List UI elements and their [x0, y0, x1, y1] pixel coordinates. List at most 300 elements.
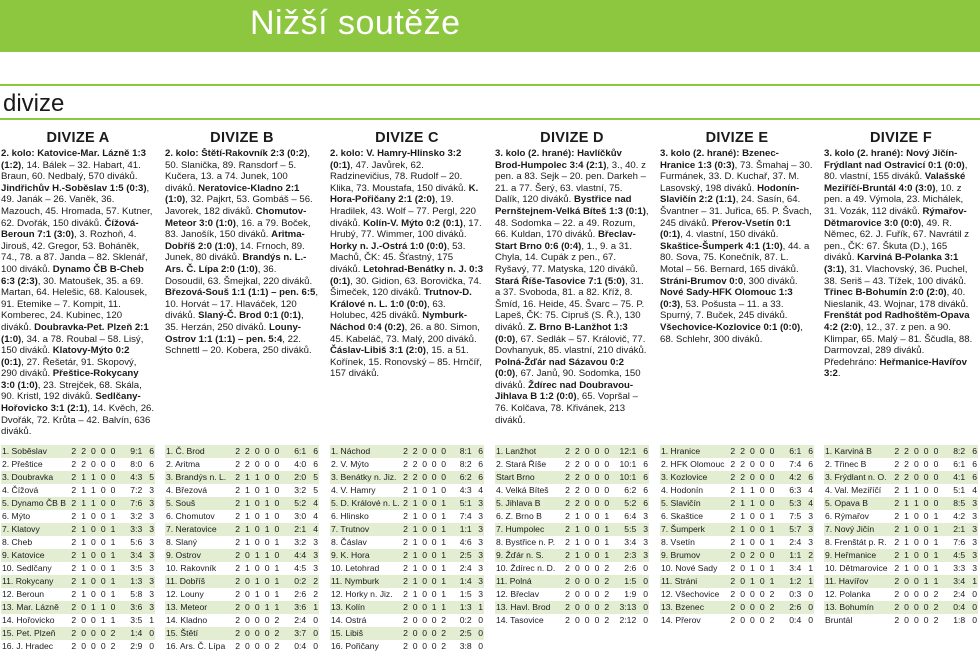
stat-cell: 0	[410, 601, 420, 614]
points: 4	[307, 523, 319, 536]
stat-cell: 0	[769, 485, 775, 495]
standings-table	[660, 445, 814, 627]
match-details: , 36. Dosoudil, 63. Šmejkal, 220 diváků.	[165, 263, 313, 287]
team-name: 1. Karviná B	[824, 445, 892, 458]
table-row	[824, 471, 978, 484]
stat-cell: 1	[767, 523, 777, 536]
match-result: Polná-Žďár nad Sázavou 0:2 (0:0)	[495, 356, 624, 380]
table-row	[660, 445, 814, 458]
table-row	[824, 484, 978, 497]
stat-cell: 0	[262, 575, 272, 588]
points: 0	[808, 589, 813, 599]
stat-cell: 2	[235, 537, 240, 547]
score: 4:2	[953, 511, 966, 521]
stat-cell: 0	[431, 589, 437, 599]
stat-cell: 0	[911, 575, 921, 588]
table-row	[660, 510, 814, 523]
score: 5:2	[612, 497, 638, 510]
stat-cell: 2	[572, 471, 582, 484]
table-row	[660, 601, 814, 614]
stat-cell: 0	[594, 459, 600, 469]
team-name: 2. Přeštice	[2, 459, 43, 469]
score: 3:8	[459, 641, 472, 651]
points: 2	[802, 549, 814, 562]
stat-cell: 2	[441, 641, 447, 651]
match-details: , 68. Schlehr, 300 diváků.	[660, 321, 803, 345]
match-result: Přerov-Vsetín 0:1 (0:1)	[660, 217, 791, 241]
stat-cell: 2	[931, 601, 941, 614]
stat-cell: 0	[921, 445, 931, 458]
team-name: 3. Brandýs n. L.	[165, 471, 233, 484]
table-row	[330, 588, 484, 601]
team-name: 9. K. Hora	[330, 549, 401, 562]
match-details: , 17. Hrubý, 77. Wimmer, 100 diváků.	[330, 217, 482, 241]
score: 9:1	[118, 445, 143, 458]
stat-cell: 1	[441, 511, 447, 521]
stat-cell: 0	[254, 485, 260, 495]
stat-cell: 1	[913, 485, 919, 495]
stat-cell: 0	[594, 615, 600, 625]
stat-cell: 2	[728, 471, 738, 484]
stat-cell: 2	[69, 601, 79, 614]
points: 1	[802, 575, 814, 588]
points: 3	[478, 511, 483, 521]
stat-cell: 0	[422, 589, 428, 599]
stat-cell: 2	[565, 615, 570, 625]
stat-cell: 0	[264, 563, 270, 573]
score: 2:0	[282, 471, 307, 484]
stat-cell: 2	[401, 627, 411, 640]
points: 3	[307, 549, 319, 562]
stat-cell: 0	[592, 549, 602, 562]
stat-cell: 2	[412, 459, 418, 469]
table-row	[330, 458, 484, 471]
stat-cell: 0	[89, 445, 99, 458]
score: 1:1	[448, 523, 472, 536]
points: 3	[473, 497, 484, 510]
stat-cell: 1	[81, 589, 86, 599]
stat-cell: 2	[730, 485, 736, 495]
stat-cell: 2	[728, 497, 738, 510]
stat-cell: 2	[572, 497, 582, 510]
stat-cell: 2	[730, 615, 736, 625]
points: 3	[149, 563, 154, 573]
stat-cell: 0	[262, 471, 272, 484]
stat-cell: 0	[750, 615, 755, 625]
points: 5	[307, 471, 319, 484]
team-name: 5. Souš	[165, 497, 233, 510]
score: 3:4	[941, 575, 966, 588]
stat-cell: 2	[233, 575, 243, 588]
points: 0	[643, 615, 648, 625]
table-row	[330, 471, 484, 484]
points: 3	[478, 563, 483, 573]
team-name: 16. J. Hradec	[2, 641, 54, 651]
score: 2:3	[612, 549, 638, 562]
team-name: 12. Polanka	[825, 589, 871, 599]
match-report	[1, 148, 155, 458]
score: 4:3	[118, 471, 143, 484]
stat-cell: 0	[89, 627, 99, 640]
stat-cell: 1	[572, 523, 582, 536]
stat-cell: 1	[738, 497, 748, 510]
team-name: 4. Březová	[166, 485, 208, 495]
stat-cell: 1	[89, 471, 99, 484]
stat-cell: 0	[274, 511, 280, 521]
team-name: 9. Heřmanice	[824, 549, 892, 562]
stat-cell: 0	[98, 445, 108, 458]
match-details: , 53. Pošusta – 11. a 33. Spurný, 7. Buček, 245 diváků.	[660, 298, 788, 322]
points: 0	[478, 615, 483, 625]
stat-cell: 2	[245, 459, 250, 469]
stat-cell: 0	[904, 589, 909, 599]
match-result: Stará Říše-Tasovice 7:1 (5:0)	[495, 275, 625, 287]
table-row	[330, 523, 484, 536]
team-name: 10. Dětmarovice	[825, 563, 888, 573]
stat-cell: 1	[245, 485, 250, 495]
stat-cell: 0	[582, 497, 592, 510]
division-column	[824, 130, 978, 625]
team-name: Bruntál	[825, 615, 853, 625]
stat-cell: 0	[420, 601, 430, 614]
stat-cell: 0	[594, 511, 600, 521]
score: 3:6	[282, 601, 307, 614]
team-name: 12. Břeclav	[496, 589, 539, 599]
team-name: 6. Hlinsko	[331, 511, 369, 521]
team-name: 4. Hodonín	[661, 485, 704, 495]
table-row	[330, 614, 484, 627]
score: 3:5	[130, 615, 143, 625]
points: 0	[149, 641, 154, 651]
stat-cell: 0	[108, 471, 118, 484]
stat-cell: 1	[602, 523, 612, 536]
stat-cell: 2	[233, 445, 243, 458]
match-details: , 80. vlastní, 155 diváků.	[824, 159, 968, 183]
team-name: 14. Ostrá	[331, 615, 367, 625]
table-row	[1, 536, 155, 549]
points: 0	[473, 627, 484, 640]
points: 3	[143, 549, 155, 562]
stat-cell: 0	[602, 445, 612, 458]
stat-cell: 0	[757, 445, 767, 458]
section-title: divize	[3, 90, 65, 117]
team-name: 12. Beroun	[2, 589, 45, 599]
team-name: 3. Kozlovice	[660, 471, 728, 484]
team-name: 10. Rakovník	[166, 563, 217, 573]
match-details: , 19. Hradilek, 43. Wolf – 77. Pergl, 220 diváků.	[330, 194, 476, 229]
stat-cell: 1	[243, 471, 253, 484]
stat-cell: 0	[747, 471, 757, 484]
stat-cell: 0	[913, 589, 919, 599]
stat-cell: 2	[71, 615, 77, 625]
stat-cell: 0	[254, 641, 260, 651]
team-name: 8. Bystřice n. P.	[496, 537, 556, 547]
stat-cell: 0	[254, 615, 260, 625]
stat-cell: 0	[759, 563, 765, 573]
stat-cell: 0	[422, 459, 428, 469]
match-details: , 48. Sodomka – 22. a 49. Rozum, 66. Kuldan, 170 diváků.	[495, 205, 649, 241]
stat-cell: 2	[403, 511, 408, 521]
stat-cell: 1	[110, 511, 116, 521]
points: 3	[966, 523, 978, 536]
team-name: 5. Slavičín	[660, 497, 728, 510]
table-row	[1, 562, 155, 575]
match-details: , 24. Sasín, 64. Švantner – 31. Juřica, 65. P. Švach, 245 diváků.	[660, 194, 812, 229]
match-details: , 35. Herzán, 250 diváků.	[165, 310, 304, 333]
table-row	[495, 471, 649, 484]
stat-cell: 0	[420, 549, 430, 562]
stat-cell: 0	[913, 563, 919, 573]
stat-cell: 0	[921, 471, 931, 484]
stat-cell: 2	[71, 485, 77, 495]
table-row	[495, 445, 649, 458]
stat-cell: 0	[921, 523, 931, 536]
score: 1:4	[118, 627, 143, 640]
stat-cell: 0	[243, 575, 253, 588]
stat-cell: 0	[594, 485, 600, 495]
stat-cell: 1	[902, 497, 912, 510]
team-name: 8. Vsetín	[661, 537, 695, 547]
team-name: 2. HFK Olomouc	[661, 459, 725, 469]
match-details: .	[837, 368, 841, 380]
stat-cell: 0	[759, 485, 765, 495]
score: 0:4	[941, 601, 966, 614]
stat-cell: 2	[81, 459, 86, 469]
stat-cell: 2	[272, 627, 282, 640]
stat-cell: 0	[431, 563, 437, 573]
stat-cell: 0	[757, 471, 767, 484]
stat-cell: 2	[401, 549, 411, 562]
score: 2:6	[624, 563, 637, 573]
stat-cell: 0	[412, 615, 418, 625]
match-details: , 10. z pen. a 49. Výmola, 23. Michálek, 31. Vozák, 112 diváků.	[824, 182, 964, 217]
stat-cell: 0	[911, 445, 921, 458]
stat-cell: 2	[728, 445, 738, 458]
score: 7:6	[118, 497, 143, 510]
stat-cell: 0	[100, 537, 106, 547]
stat-cell: 0	[79, 627, 89, 640]
match-report	[165, 148, 319, 458]
points: 3	[143, 497, 155, 510]
stat-cell: 0	[429, 497, 439, 510]
score: 7:5	[789, 511, 802, 521]
stat-cell: 2	[235, 485, 240, 495]
team-name: 12. Horky n. Jiz.	[331, 589, 393, 599]
team-name: 1. Č. Brod	[165, 445, 233, 458]
team-name: 12. Všechovice	[661, 589, 720, 599]
team-name: 6. Z. Brno B	[496, 511, 542, 521]
points: 3	[478, 537, 483, 547]
stat-cell: 0	[98, 523, 108, 536]
team-name: 9. Ostrov	[165, 549, 233, 562]
stat-cell: 1	[441, 563, 447, 573]
match-result: Dynamo ČB B-Cheb 6:3 (2:3)	[1, 263, 144, 287]
header-banner	[0, 0, 980, 52]
points: 0	[143, 627, 155, 640]
stat-cell: 2	[79, 445, 89, 458]
points: 6	[966, 445, 978, 458]
page-title: Nižší soutěže	[250, 4, 461, 42]
stat-cell: 0	[262, 445, 272, 458]
points: 6	[307, 445, 319, 458]
stat-cell: 0	[582, 601, 592, 614]
score: 10:1	[619, 459, 637, 469]
stat-cell: 0	[747, 445, 757, 458]
match-details: , 22. Schnettl – 20. Kobera, 250 diváků.	[165, 333, 312, 357]
stat-cell: 0	[100, 641, 106, 651]
match-result: Hodonín-Slavičín 2:2 (1:1)	[660, 182, 800, 206]
points: 1	[307, 601, 319, 614]
match-result: Kolín-V. Mýto 0:2 (0:1)	[363, 217, 463, 229]
team-name: 11. Dobříš	[165, 575, 233, 588]
score: 8:0	[130, 459, 143, 469]
table-row	[824, 575, 978, 588]
stat-cell: 0	[931, 471, 941, 484]
stat-cell: 2	[401, 497, 411, 510]
points: 0	[966, 601, 978, 614]
match-result: Heřmanice-Havířov 3:2	[824, 356, 967, 380]
score: 2:5	[448, 549, 472, 562]
stat-cell: 0	[108, 497, 118, 510]
stat-cell: 1	[574, 511, 580, 521]
stat-cell: 1	[245, 511, 250, 521]
stat-cell: 0	[264, 537, 270, 547]
stat-cell: 0	[921, 497, 931, 510]
stat-cell: 1	[79, 471, 89, 484]
score: 2:1	[282, 523, 307, 536]
stat-cell: 2	[401, 523, 411, 536]
score: 2:9	[130, 641, 143, 651]
match-details: , 14. Frnoch, 89. Junek, 80 diváků.	[165, 240, 305, 264]
match-details: , 49. Janák – 26. Vaněk, 36. Mazouch, 45. Hromada, 57. Kutner, 62. Dvořák, 150 diváků.	[1, 182, 153, 229]
stat-cell: 0	[429, 575, 439, 588]
match-result: 2. kolo: V. Hamry-Hlinsko 3:2 (0:1)	[330, 148, 462, 171]
stat-cell: 2	[904, 459, 909, 469]
stat-cell: 0	[420, 627, 430, 640]
stat-cell: 2	[71, 459, 77, 469]
table-row	[495, 549, 649, 562]
stat-cell: 1	[108, 575, 118, 588]
stat-cell: 2	[235, 511, 240, 521]
stat-cell: 1	[602, 549, 612, 562]
stat-cell: 0	[254, 511, 260, 521]
stat-cell: 2	[110, 641, 116, 651]
stat-cell: 2	[769, 589, 775, 599]
stat-cell: 1	[274, 589, 280, 599]
stat-cell: 2	[894, 563, 900, 573]
stat-cell: 2	[892, 445, 902, 458]
points: 6	[802, 445, 814, 458]
points: 3	[313, 537, 318, 547]
table-row	[824, 549, 978, 562]
table-row	[824, 614, 978, 627]
match-result: Chomutov-Meteor 3:0 (1:0)	[165, 205, 307, 229]
table-row	[330, 445, 484, 458]
stat-cell: 0	[913, 615, 919, 625]
table-row	[165, 562, 319, 575]
stat-cell: 0	[429, 549, 439, 562]
table-row	[824, 445, 978, 458]
standings-table	[1, 445, 155, 653]
match-result: Trutnov-D. Králové n. L. 1:0 (0:0)	[330, 287, 472, 310]
stat-cell: 0	[91, 615, 96, 625]
stat-cell: 1	[262, 497, 272, 510]
stat-cell: 0	[98, 497, 108, 510]
stat-cell: 0	[931, 445, 941, 458]
team-name: 13. Havl. Brod	[495, 601, 563, 614]
stat-cell: 0	[750, 537, 755, 547]
stat-cell: 1	[262, 523, 272, 536]
stat-cell: 2	[69, 575, 79, 588]
stat-cell: 0	[582, 575, 592, 588]
match-result: K. Hora-Pořičany 2:1 (2:0)	[330, 182, 479, 206]
table-row	[824, 497, 978, 510]
stat-cell: 2	[108, 627, 118, 640]
stat-cell: 1	[904, 511, 909, 521]
stat-cell: 0	[274, 459, 280, 469]
stat-cell: 2	[604, 615, 610, 625]
stat-cell: 0	[759, 459, 765, 469]
match-result: 3. kolo (2. hrané): Nový Jičín-Frýdlant nad Ostravicí 0:1 (0:0)	[824, 148, 965, 171]
stat-cell: 2	[403, 615, 408, 625]
team-name: 7. Nový Jičín	[824, 523, 892, 536]
score: 1:3	[118, 575, 143, 588]
stat-cell: 2	[235, 459, 240, 469]
match-result: Bystřice nad Pernštejnem-Velká Bíteš 1:3 (0:1)	[495, 194, 646, 217]
table-row	[495, 614, 649, 627]
stat-cell: 0	[757, 575, 767, 588]
stat-cell: 1	[441, 537, 447, 547]
stat-cell: 0	[738, 549, 748, 562]
standings-table	[165, 445, 319, 653]
team-name: 11. Rokycany	[1, 575, 69, 588]
points: 4	[802, 497, 814, 510]
stat-cell: 2	[563, 601, 573, 614]
stat-cell: 0	[740, 589, 745, 599]
stat-cell: 1	[769, 563, 775, 573]
team-name: 6. Skaštice	[661, 511, 704, 521]
table-row	[1, 484, 155, 497]
stat-cell: 1	[252, 471, 262, 484]
stat-cell: 1	[245, 563, 250, 573]
table-row	[165, 471, 319, 484]
points: 6	[149, 459, 154, 469]
stat-cell: 0	[594, 537, 600, 547]
stat-cell: 0	[100, 563, 106, 573]
stat-cell: 2	[767, 601, 777, 614]
points: 6	[637, 497, 649, 510]
stat-cell: 2	[565, 563, 570, 573]
stat-cell: 2	[243, 445, 253, 458]
stat-cell: 2	[574, 459, 580, 469]
table-row	[495, 497, 649, 510]
team-name: 15. Štětí	[165, 627, 233, 640]
team-name: 5. Jihlava B	[495, 497, 563, 510]
score: 6:1	[953, 459, 966, 469]
stat-cell: 0	[91, 459, 96, 469]
stat-cell: 0	[98, 627, 108, 640]
table-row	[1, 627, 155, 640]
stat-cell: 0	[254, 537, 260, 547]
team-name: 4. V. Hamry	[331, 485, 376, 495]
stat-cell: 1	[740, 537, 745, 547]
stat-cell: 1	[574, 537, 580, 547]
stat-cell: 2	[71, 641, 77, 651]
team-name: 15. Libiš	[330, 627, 401, 640]
stat-cell: 2	[401, 575, 411, 588]
points: 6	[808, 459, 813, 469]
score: 3:5	[130, 563, 143, 573]
